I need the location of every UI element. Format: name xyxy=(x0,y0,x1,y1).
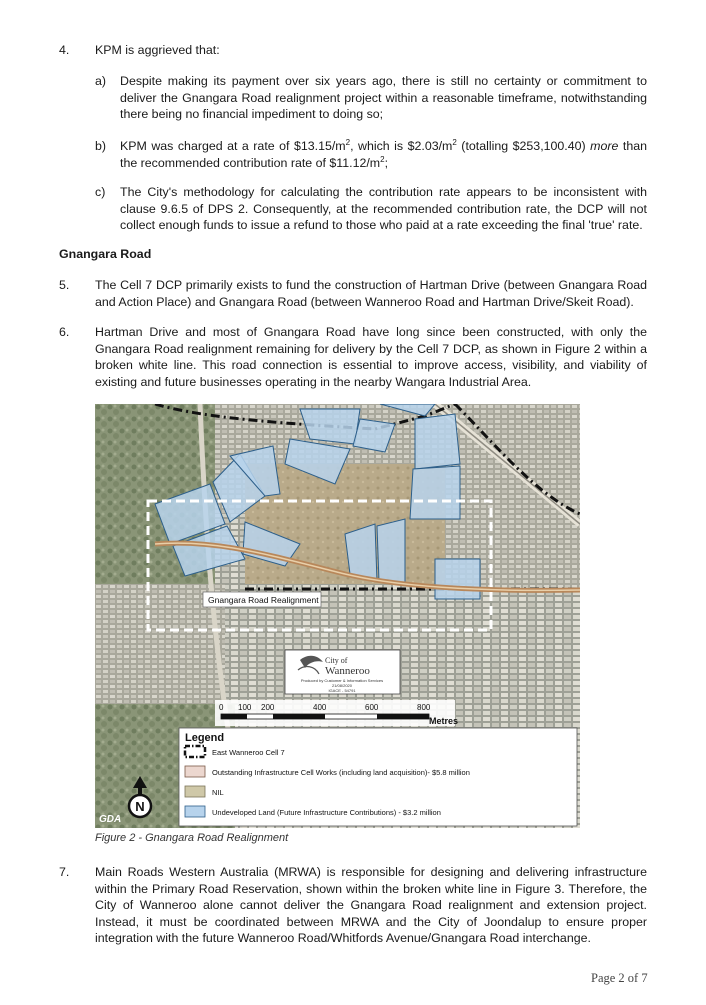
legend-item-outstanding: Outstanding Infrastructure Cell Works (including land acquisition)- $5.8 million xyxy=(212,768,470,777)
scale-bar xyxy=(221,714,429,719)
road-realignment-label: Gnangara Road Realignment xyxy=(208,595,319,605)
logo-date: 21/08/2020 xyxy=(331,683,353,688)
scale-unit: Metres xyxy=(429,716,459,726)
item-text-6: Hartman Drive and most of Gnangara Road have long since been constructed, with only the Gnangara Road realignment remaining for delivery by the Cell 7 DCP, as shown in Figure 2 within a broken white line. This road connection is essential to improve access, visibility, and viability of existing and future businesses operating in the nearby Wangara Industrial Area. xyxy=(95,325,647,389)
north-letter: N xyxy=(135,799,145,814)
item-text-7: Main Roads Western Australia (MRWA) is responsible for designing and delivering infrastructure within the Primary Road Reservation, shown within the broken white line in Figure 3. Therefore, the City of Wanneroo alone cannot deliver the Gnangara Road realignment and extension project. Instead, it must be coordinated between MRWA and the City of Joondalup to ensure proper integration with the future Wanneroo Road/Whitfords Avenue/Gnangara Road interchange. xyxy=(95,865,647,946)
page-number: Page 2 of 7 xyxy=(591,971,648,985)
scale-tick-800: 800 xyxy=(417,703,431,712)
scale-tick-100: 100 xyxy=(238,703,252,712)
legend-item-cell7: East Wanneroo Cell 7 xyxy=(212,748,285,757)
scale-tick-400: 400 xyxy=(313,703,327,712)
scale-tick-0: 0 xyxy=(219,703,224,712)
item-number-7: 7. xyxy=(59,865,70,879)
figure-map xyxy=(95,404,580,828)
item-text-5: The Cell 7 DCP primarily exists to fund the construction of Hartman Drive (between Gnangara Road and Action Place) and Gnangara Road (between Wanneroo Road and Hartman Drive/Skeit Road). xyxy=(95,278,647,309)
scale-tick-200: 200 xyxy=(261,703,275,712)
logo-line1: City of xyxy=(325,656,348,665)
logo-line2: Wanneroo xyxy=(325,665,370,677)
scale-tick-600: 600 xyxy=(365,703,379,712)
gda-label: GDA xyxy=(99,814,122,825)
logo-credit: Produced by Customer & Information Services xyxy=(300,678,384,683)
legend-swatch-undeveloped xyxy=(185,806,205,817)
sub-item-label-a: a) xyxy=(95,74,107,88)
item-number-5: 5. xyxy=(59,278,70,292)
logo-ref: IGACE - 54791 xyxy=(328,688,356,693)
section-heading: Gnangara Road xyxy=(59,247,152,261)
item-text-4: KPM is aggrieved that: xyxy=(95,43,220,57)
legend-swatch-outstanding xyxy=(185,766,205,777)
sub-item-label-c: c) xyxy=(95,185,106,199)
figure-caption: Figure 2 - Gnangara Road Realignment xyxy=(95,832,289,844)
legend-item-undeveloped: Undeveloped Land (Future Infrastructure Contributions) - $3.2 million xyxy=(212,808,441,817)
legend-item-nil: NIL xyxy=(212,788,224,797)
item-number-6: 6. xyxy=(59,325,70,339)
legend-title: Legend xyxy=(185,732,225,744)
sub-item-text-b: KPM was charged at a rate of $\$13.15/m^2$, which is $\$2.03/m^2$ (totalling $253,100.40) more than the recommended contribution rate of $\$11.12/m^2$; xyxy=(120,137,647,170)
map-graphic xyxy=(95,404,580,828)
sub-item-label-b: b) xyxy=(95,139,107,153)
sub-item-text-c: The City's methodology for calculating the contribution rate appears to be inconsistent with clause 9.6.5 of DPS 2. Consequently, at the recommended contribution rate, the DCP will not collect enough funds to issue a refund to those who paid at a rate exceeding the final 'true' rate. xyxy=(120,185,647,233)
sub-item-text-a: Despite making its payment over six years ago, there is still no certainty or commitment to deliver the Gnangara Road realignment project within a reasonable timeframe, notwithstanding there being no financial impediment to doing so; xyxy=(120,74,647,122)
item-number-4: 4. xyxy=(59,43,70,57)
legend-swatch-nil xyxy=(185,786,205,797)
